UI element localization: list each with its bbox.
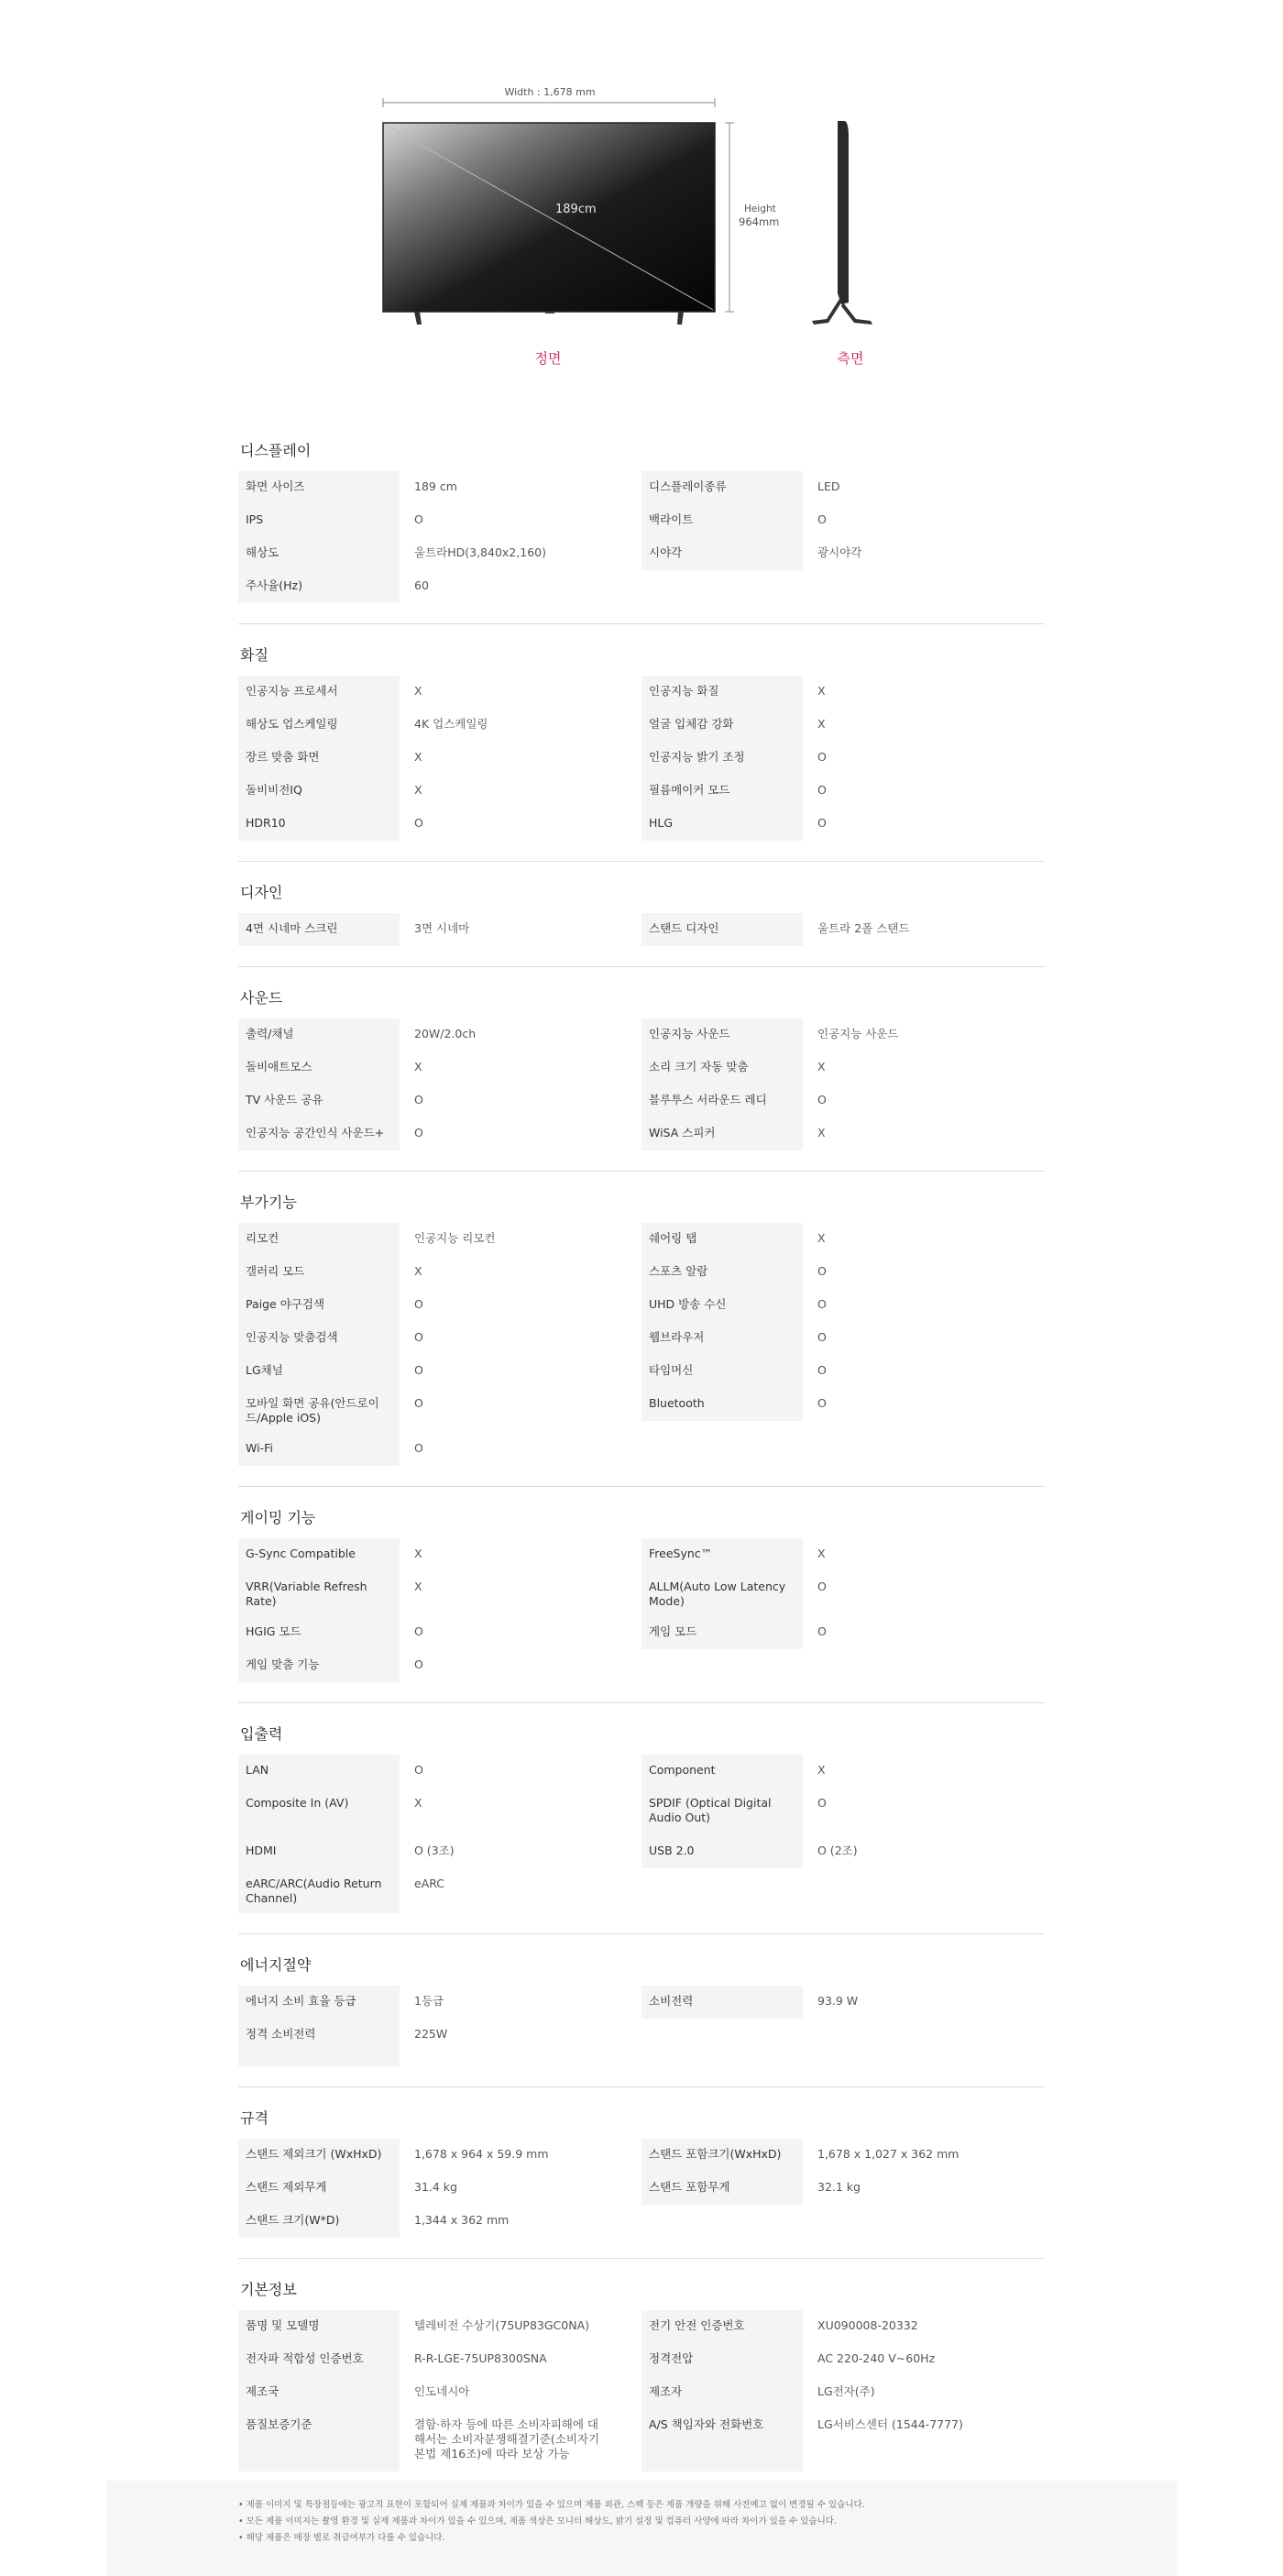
section-title: 디자인 bbox=[240, 884, 283, 901]
spec-value: X bbox=[414, 1580, 422, 1593]
spec-row bbox=[642, 1117, 1045, 1150]
spec-value: X bbox=[817, 1126, 826, 1139]
spec-row bbox=[642, 913, 1045, 946]
spec-value: X bbox=[414, 684, 422, 698]
spec-value: X bbox=[414, 1060, 422, 1073]
spec-grid bbox=[238, 2310, 1045, 2471]
spec-grid bbox=[238, 1018, 1045, 1150]
spec-row bbox=[238, 2376, 642, 2409]
spec-key: 블루투스 서라운드 레디 bbox=[642, 1084, 803, 1117]
spec-value: O bbox=[817, 750, 827, 764]
spec-section bbox=[238, 884, 1045, 967]
footer-note: • 해당 제품은 매장 별로 취급여부가 다를 수 있습니다. bbox=[238, 2530, 1177, 2547]
spec-section bbox=[238, 442, 1045, 624]
spec-section bbox=[238, 2281, 1045, 2493]
spec-value: X bbox=[414, 783, 422, 797]
spec-key: 스탠드 크기(W*D) bbox=[238, 2205, 400, 2238]
spec-value: 인도네시아 bbox=[414, 2384, 470, 2398]
spec-key: 스탠드 제외무게 bbox=[238, 2172, 400, 2205]
spec-row bbox=[238, 1117, 642, 1150]
spec-row bbox=[642, 1223, 1045, 1256]
spec-value: O bbox=[817, 512, 827, 526]
spec-row bbox=[238, 1256, 642, 1289]
spec-row bbox=[238, 1322, 642, 1355]
spec-key: UHD 방송 수신 bbox=[642, 1289, 803, 1322]
spec-row bbox=[238, 2343, 642, 2376]
spec-value: X bbox=[414, 1796, 422, 1810]
spec-value: O (3조) bbox=[414, 1844, 455, 1857]
spec-key: 주사율(Hz) bbox=[238, 570, 400, 603]
section-title: 에너지절약 bbox=[240, 1956, 312, 1974]
spec-row bbox=[642, 709, 1045, 742]
spec-value: O bbox=[817, 1624, 827, 1638]
spec-value: O bbox=[817, 1264, 827, 1278]
spec-row bbox=[642, 742, 1045, 775]
section-title: 사운드 bbox=[240, 989, 283, 1007]
spec-value: O bbox=[414, 1126, 423, 1139]
spec-value: O bbox=[414, 512, 423, 526]
spec-key: Component bbox=[642, 1755, 803, 1788]
spec-value: O bbox=[414, 1297, 423, 1311]
section-title: 화질 bbox=[240, 646, 269, 664]
spec-grid bbox=[238, 676, 1045, 841]
spec-value: 광시야각 bbox=[817, 545, 862, 559]
spec-key: 스탠드 디자인 bbox=[642, 913, 803, 946]
spec-key: 얼굴 입체감 강화 bbox=[642, 709, 803, 742]
spec-value: O bbox=[817, 1580, 827, 1593]
spec-row bbox=[238, 1433, 642, 1466]
spec-key: 품명 및 모델명 bbox=[238, 2310, 400, 2343]
spec-key: LAN bbox=[238, 1755, 400, 1788]
spec-value: X bbox=[817, 1060, 826, 1073]
spec-key: HLG bbox=[642, 808, 803, 841]
spec-key: TV 사운드 공유 bbox=[238, 1084, 400, 1117]
spec-key: 인공지능 공간인식 사운드+ bbox=[238, 1117, 400, 1150]
spec-section bbox=[238, 1956, 1045, 2087]
spec-grid bbox=[238, 1986, 1045, 2066]
spec-row bbox=[642, 1388, 1045, 1433]
spec-key: 디스플레이종류 bbox=[642, 471, 803, 504]
footer-note: • 모든 제품 이미지는 촬영 환경 및 실제 제품과 차이가 있을 수 있으며, 제품 색상은 모니터 해상도, 밝기 설정 및 컴퓨터 사양에 따라 차이가 있을 수 있습니다. bbox=[238, 2514, 1177, 2530]
spec-row bbox=[238, 1051, 642, 1084]
spec-key: 쉐어링 탭 bbox=[642, 1223, 803, 1256]
spec-key: 웹브라우저 bbox=[642, 1322, 803, 1355]
spec-value: O bbox=[817, 1330, 827, 1344]
spec-row bbox=[238, 1835, 642, 1868]
spec-value: X bbox=[817, 1231, 826, 1245]
spec-key: HDMI bbox=[238, 1835, 400, 1868]
spec-row bbox=[238, 1571, 642, 1616]
spec-value: 텔레비전 수상기(75UP83GC0NA) bbox=[414, 2318, 590, 2332]
spec-grid bbox=[238, 913, 1045, 946]
footer-notes bbox=[106, 2481, 1177, 2576]
section-title: 규격 bbox=[240, 2109, 269, 2127]
spec-key: 스탠드 포함크기(WxHxD) bbox=[642, 2139, 803, 2172]
spec-value: X bbox=[817, 1547, 826, 1560]
spec-key: 필름메이커 모드 bbox=[642, 775, 803, 808]
spec-key: 게임 맞춤 기능 bbox=[238, 1649, 400, 1682]
spec-key: 정격 소비전력 bbox=[238, 2019, 400, 2066]
section-title: 게이밍 기능 bbox=[240, 1509, 316, 1526]
spec-row bbox=[642, 1322, 1045, 1355]
spec-key: 스탠드 포함무게 bbox=[642, 2172, 803, 2205]
spec-value: LG전자(주) bbox=[817, 2384, 875, 2398]
spec-row bbox=[642, 504, 1045, 537]
spec-key: 소비전력 bbox=[642, 1986, 803, 2019]
spec-row bbox=[642, 775, 1045, 808]
spec-value: O bbox=[817, 1363, 827, 1377]
spec-row bbox=[642, 2172, 1045, 2205]
spec-row bbox=[238, 1616, 642, 1649]
spec-key: 타임머신 bbox=[642, 1355, 803, 1388]
spec-value: O bbox=[414, 1624, 423, 1638]
spec-value: O (2조) bbox=[817, 1844, 858, 1857]
spec-row bbox=[642, 1084, 1045, 1117]
spec-row bbox=[238, 913, 642, 946]
spec-value: 3면 시네마 bbox=[414, 921, 470, 935]
spec-row bbox=[238, 2139, 642, 2172]
spec-row bbox=[238, 2409, 642, 2471]
spec-row bbox=[238, 2019, 642, 2066]
spec-row bbox=[238, 1355, 642, 1388]
spec-key: 정격전압 bbox=[642, 2343, 803, 2376]
spec-value: O bbox=[414, 816, 423, 830]
spec-value: 울트라HD(3,840x2,160) bbox=[414, 545, 546, 559]
spec-key: LG채널 bbox=[238, 1355, 400, 1388]
spec-key: G-Sync Compatible bbox=[238, 1538, 400, 1571]
spec-value: X bbox=[817, 717, 826, 731]
spec-row bbox=[642, 1788, 1045, 1835]
tv-front-feet bbox=[414, 312, 684, 325]
spec-row bbox=[238, 1868, 642, 1913]
spec-value: 32.1 kg bbox=[817, 2180, 861, 2194]
spec-value: R-R-LGE-75UP8300SNA bbox=[414, 2351, 547, 2365]
spec-row bbox=[642, 1616, 1045, 1649]
spec-key: 갤러리 모드 bbox=[238, 1256, 400, 1289]
spec-key: 출력/채널 bbox=[238, 1018, 400, 1051]
spec-value: O bbox=[817, 1396, 827, 1410]
spec-value: 60 bbox=[414, 578, 429, 592]
spec-value: O bbox=[817, 1796, 827, 1810]
spec-key: WiSA 스피커 bbox=[642, 1117, 803, 1150]
spec-row bbox=[642, 2139, 1045, 2172]
spec-value: X bbox=[414, 1264, 422, 1278]
spec-section bbox=[238, 2109, 1045, 2259]
spec-grid bbox=[238, 1755, 1045, 1913]
spec-value: 결함·하자 등에 따른 소비자피해에 대해서는 소비자분쟁해결기준(소비자기본법 제16조)에 따라 보상 가능 bbox=[414, 2417, 600, 2460]
spec-row bbox=[642, 471, 1045, 504]
spec-key: HGIG 모드 bbox=[238, 1616, 400, 1649]
spec-value: O bbox=[817, 783, 827, 797]
spec-section bbox=[238, 1194, 1045, 1487]
spec-grid bbox=[238, 1223, 1045, 1466]
spec-value: 1,678 x 964 x 59.9 mm bbox=[414, 2147, 549, 2161]
spec-key: Composite In (AV) bbox=[238, 1788, 400, 1835]
spec-row bbox=[238, 1538, 642, 1571]
spec-key: 스탠드 제외크기 (WxHxD) bbox=[238, 2139, 400, 2172]
spec-row bbox=[642, 676, 1045, 709]
spec-key: 4면 시네마 스크린 bbox=[238, 913, 400, 946]
spec-key: 돌비비전IQ bbox=[238, 775, 400, 808]
front-view-label: 정면 bbox=[534, 350, 562, 367]
section-title: 입출력 bbox=[240, 1725, 283, 1743]
spec-row bbox=[642, 2343, 1045, 2376]
height-dimension-line bbox=[725, 123, 734, 312]
spec-key: IPS bbox=[238, 504, 400, 537]
spec-value: X bbox=[414, 750, 422, 764]
spec-row bbox=[238, 808, 642, 841]
spec-value: O bbox=[414, 1396, 423, 1410]
spec-grid bbox=[238, 2139, 1045, 2238]
height-label-value: 964mm bbox=[739, 215, 780, 228]
spec-value: LG서비스센터 (1544-7777) bbox=[817, 2417, 963, 2431]
spec-row bbox=[642, 808, 1045, 841]
spec-value: X bbox=[414, 1547, 422, 1560]
spec-key: Paige 야구검색 bbox=[238, 1289, 400, 1322]
spec-key: USB 2.0 bbox=[642, 1835, 803, 1868]
spec-section bbox=[238, 1509, 1045, 1703]
spec-value: O bbox=[817, 1297, 827, 1311]
spec-row bbox=[238, 1649, 642, 1682]
spec-row bbox=[238, 570, 642, 603]
spec-key: 소리 크기 자동 맞춤 bbox=[642, 1051, 803, 1084]
spec-section bbox=[238, 1725, 1045, 1934]
spec-key: 제조자 bbox=[642, 2376, 803, 2409]
spec-key: 전기 안전 인증번호 bbox=[642, 2310, 803, 2343]
spec-value: X bbox=[817, 1763, 826, 1777]
spec-row bbox=[642, 1835, 1045, 1868]
spec-row bbox=[642, 2310, 1045, 2343]
spec-row bbox=[642, 1538, 1045, 1571]
spec-section bbox=[238, 646, 1045, 862]
spec-key: 돌비애트모스 bbox=[238, 1051, 400, 1084]
spec-row bbox=[238, 1788, 642, 1835]
spec-row bbox=[238, 1223, 642, 1256]
spec-row bbox=[238, 504, 642, 537]
spec-row bbox=[238, 2310, 642, 2343]
spec-value: XU090008-20332 bbox=[817, 2318, 918, 2332]
spec-sections bbox=[238, 431, 1045, 2515]
section-title: 디스플레이 bbox=[240, 442, 312, 459]
spec-key: 해상도 업스케일링 bbox=[238, 709, 400, 742]
spec-key: 인공지능 사운드 bbox=[642, 1018, 803, 1051]
spec-row bbox=[238, 676, 642, 709]
spec-key: 인공지능 밝기 조정 bbox=[642, 742, 803, 775]
spec-key: 제조국 bbox=[238, 2376, 400, 2409]
spec-row bbox=[238, 1755, 642, 1788]
spec-value: O bbox=[817, 816, 827, 830]
spec-value: 1,678 x 1,027 x 362 mm bbox=[817, 2147, 960, 2161]
spec-key: 스포츠 알람 bbox=[642, 1256, 803, 1289]
spec-key: HDR10 bbox=[238, 808, 400, 841]
spec-row bbox=[238, 2172, 642, 2205]
spec-grid bbox=[238, 471, 1045, 603]
spec-key: 모바일 화면 공유(안드로이드/Apple iOS) bbox=[238, 1388, 400, 1433]
spec-key: A/S 책임자와 전화번호 bbox=[642, 2409, 803, 2471]
spec-key: 인공지능 프로세서 bbox=[238, 676, 400, 709]
spec-key: 인공지능 화질 bbox=[642, 676, 803, 709]
spec-value: 189 cm bbox=[414, 479, 457, 493]
spec-row bbox=[642, 1571, 1045, 1616]
spec-value: O bbox=[414, 1657, 423, 1671]
section-title: 부가기능 bbox=[240, 1194, 297, 1211]
spec-value: 1등급 bbox=[414, 1994, 444, 2008]
width-label: Width : 1,678 mm bbox=[504, 86, 596, 98]
spec-value: O bbox=[414, 1093, 423, 1106]
spec-key: Bluetooth bbox=[642, 1388, 803, 1421]
spec-row bbox=[238, 1289, 642, 1322]
spec-row bbox=[238, 709, 642, 742]
side-view-label: 측면 bbox=[837, 350, 864, 367]
spec-section bbox=[238, 989, 1045, 1172]
spec-row bbox=[238, 775, 642, 808]
spec-row bbox=[642, 1256, 1045, 1289]
spec-row bbox=[642, 2409, 1045, 2471]
spec-value: 20W/2.0ch bbox=[414, 1027, 477, 1040]
spec-value: 인공지능 사운드 bbox=[817, 1027, 899, 1040]
spec-key: 백라이트 bbox=[642, 504, 803, 537]
spec-key: 에너지 소비 효율 등급 bbox=[238, 1986, 400, 2019]
tv-dimension-diagram bbox=[0, 0, 1283, 403]
spec-value: 울트라 2폴 스탠드 bbox=[817, 921, 910, 935]
spec-key: 해상도 bbox=[238, 537, 400, 570]
spec-key: 화면 사이즈 bbox=[238, 471, 400, 504]
spec-key: 리모컨 bbox=[238, 1223, 400, 1256]
spec-value: 4K 업스케일링 bbox=[414, 717, 488, 731]
spec-key: FreeSync™ bbox=[642, 1538, 803, 1571]
tv-side-view bbox=[812, 121, 872, 325]
spec-row bbox=[238, 471, 642, 504]
spec-row bbox=[238, 742, 642, 775]
spec-key: 시야각 bbox=[642, 537, 803, 570]
spec-value: 93.9 W bbox=[817, 1994, 859, 2008]
spec-key: eARC/ARC(Audio Return Channel) bbox=[238, 1868, 400, 1913]
spec-row bbox=[238, 2205, 642, 2238]
footer-note: • 제품 이미지 및 특장점등에는 광고적 표현이 포함되어 실제 제품과 차이가 있을 수 있으며 제품 외관, 스펙 등은 제품 개량을 위해 사전예고 없이 변경될 수 있습니다. bbox=[238, 2497, 1177, 2514]
spec-grid bbox=[238, 1538, 1045, 1682]
spec-key: 인공지능 맞춤검색 bbox=[238, 1322, 400, 1355]
spec-row bbox=[642, 1051, 1045, 1084]
spec-value: O bbox=[414, 1441, 423, 1455]
spec-key: 게임 모드 bbox=[642, 1616, 803, 1649]
spec-row bbox=[642, 1755, 1045, 1788]
spec-key: 전자파 적합성 인증번호 bbox=[238, 2343, 400, 2376]
spec-value: eARC bbox=[414, 1877, 445, 1890]
spec-row bbox=[238, 1018, 642, 1051]
spec-row bbox=[642, 1355, 1045, 1388]
spec-row bbox=[238, 1084, 642, 1117]
spec-key: Wi-Fi bbox=[238, 1433, 400, 1466]
section-title: 기본정보 bbox=[240, 2281, 297, 2298]
spec-value: AC 220-240 V~60Hz bbox=[817, 2351, 936, 2365]
spec-row bbox=[642, 537, 1045, 570]
spec-row bbox=[642, 2376, 1045, 2409]
spec-value: O bbox=[817, 1093, 827, 1106]
spec-row bbox=[642, 1018, 1045, 1051]
spec-value: 31.4 kg bbox=[414, 2180, 457, 2194]
height-label-title: Height bbox=[744, 204, 776, 215]
spec-value: 1,344 x 362 mm bbox=[414, 2213, 510, 2227]
spec-value: O bbox=[414, 1763, 423, 1777]
spec-key: ALLM(Auto Low Latency Mode) bbox=[642, 1571, 803, 1616]
spec-row bbox=[238, 1986, 642, 2019]
spec-value: 225W bbox=[414, 2027, 448, 2041]
spec-value: O bbox=[414, 1330, 423, 1344]
diagonal-label: 189cm bbox=[555, 203, 597, 216]
spec-value: O bbox=[414, 1363, 423, 1377]
spec-key: SPDIF (Optical Digital Audio Out) bbox=[642, 1788, 803, 1835]
spec-row bbox=[238, 537, 642, 570]
spec-key: VRR(Variable Refresh Rate) bbox=[238, 1571, 400, 1616]
spec-value: LED bbox=[817, 479, 840, 493]
spec-row bbox=[238, 1388, 642, 1433]
spec-key: 장르 맞춤 화면 bbox=[238, 742, 400, 775]
spec-value: X bbox=[817, 684, 826, 698]
spec-row bbox=[642, 1289, 1045, 1322]
spec-row bbox=[642, 1986, 1045, 2019]
spec-key: 품질보증기준 bbox=[238, 2409, 400, 2471]
spec-value: 인공지능 리모컨 bbox=[414, 1231, 496, 1245]
